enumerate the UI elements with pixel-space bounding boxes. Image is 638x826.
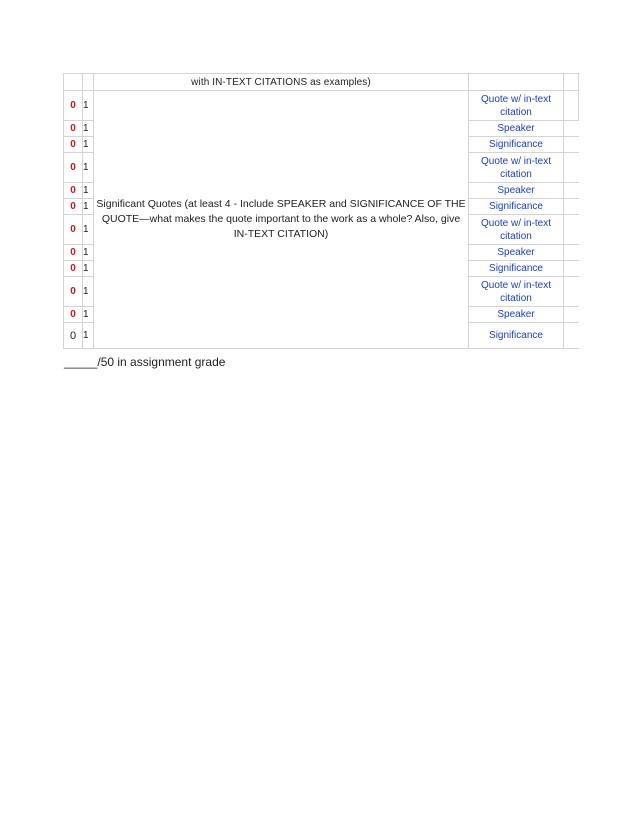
empty-cell bbox=[564, 261, 579, 277]
criterion-label: Speaker bbox=[469, 183, 564, 199]
score-zero[interactable]: 0 bbox=[64, 261, 83, 277]
score-one[interactable]: 1 bbox=[83, 215, 94, 245]
assignment-grade-line: _____/50 in assignment grade bbox=[64, 355, 226, 369]
empty-cell bbox=[564, 215, 579, 245]
score-one[interactable]: 1 bbox=[83, 137, 94, 153]
score-zero[interactable]: 0 bbox=[64, 137, 83, 153]
criteria-continuation-text: with IN-TEXT CITATIONS as examples) bbox=[94, 74, 469, 91]
empty-cell bbox=[564, 323, 579, 349]
empty-cell bbox=[564, 74, 579, 91]
score-one[interactable]: 1 bbox=[83, 323, 94, 349]
score-zero[interactable]: 0 bbox=[64, 245, 83, 261]
score-one[interactable]: 1 bbox=[83, 245, 94, 261]
score-zero[interactable]: 0 bbox=[64, 153, 83, 183]
empty-cell bbox=[564, 183, 579, 199]
criterion-label: Quote w/ in-text citation bbox=[469, 277, 564, 307]
criterion-label: Significance bbox=[469, 261, 564, 277]
score-zero[interactable]: 0 bbox=[64, 199, 83, 215]
empty-cell bbox=[564, 137, 579, 153]
empty-cell bbox=[564, 245, 579, 261]
score-zero[interactable]: 0 bbox=[64, 183, 83, 199]
criterion-label: Quote w/ in-text citation bbox=[469, 153, 564, 183]
rubric-table bbox=[63, 73, 579, 349]
empty-cell bbox=[564, 153, 579, 183]
score-zero[interactable]: 0 bbox=[64, 91, 83, 121]
score-one[interactable]: 1 bbox=[83, 153, 94, 183]
score-one[interactable]: 1 bbox=[83, 277, 94, 307]
criteria-description: Significant Quotes (at least 4 - Include SPEAKER and SIGNIFICANCE OF THE QUOTE—what makes the quote important to the work as a whole? Also, give IN-TEXT CITATION) bbox=[94, 91, 469, 349]
score-one[interactable]: 1 bbox=[83, 261, 94, 277]
score-one[interactable]: 1 bbox=[83, 199, 94, 215]
score-zero[interactable]: 0 bbox=[64, 307, 83, 323]
empty-cell bbox=[83, 74, 94, 91]
rubric-header-row bbox=[64, 74, 579, 91]
criterion-label: Quote w/ in-text citation bbox=[469, 215, 564, 245]
empty-cell bbox=[64, 74, 83, 91]
empty-cell bbox=[564, 121, 579, 137]
score-one[interactable]: 1 bbox=[83, 307, 94, 323]
criterion-label: Significance bbox=[469, 323, 564, 349]
score-one[interactable]: 1 bbox=[83, 121, 94, 137]
criterion-label: Speaker bbox=[469, 121, 564, 137]
score-zero[interactable]: 0 bbox=[64, 277, 83, 307]
criterion-label: Significance bbox=[469, 199, 564, 215]
criterion-label: Speaker bbox=[469, 307, 564, 323]
score-zero[interactable]: 0 bbox=[64, 215, 83, 245]
empty-cell bbox=[469, 74, 564, 91]
empty-cell bbox=[564, 277, 579, 307]
criterion-label: Significance bbox=[469, 137, 564, 153]
score-zero[interactable]: 0 bbox=[64, 323, 83, 349]
rubric-row bbox=[64, 91, 579, 121]
empty-cell bbox=[564, 199, 579, 215]
empty-cell bbox=[564, 91, 579, 121]
score-zero[interactable]: 0 bbox=[64, 121, 83, 137]
score-one[interactable]: 1 bbox=[83, 183, 94, 199]
criterion-label: Speaker bbox=[469, 245, 564, 261]
score-one[interactable]: 1 bbox=[83, 91, 94, 121]
criterion-label: Quote w/ in-text citation bbox=[469, 91, 564, 121]
empty-cell bbox=[564, 307, 579, 323]
